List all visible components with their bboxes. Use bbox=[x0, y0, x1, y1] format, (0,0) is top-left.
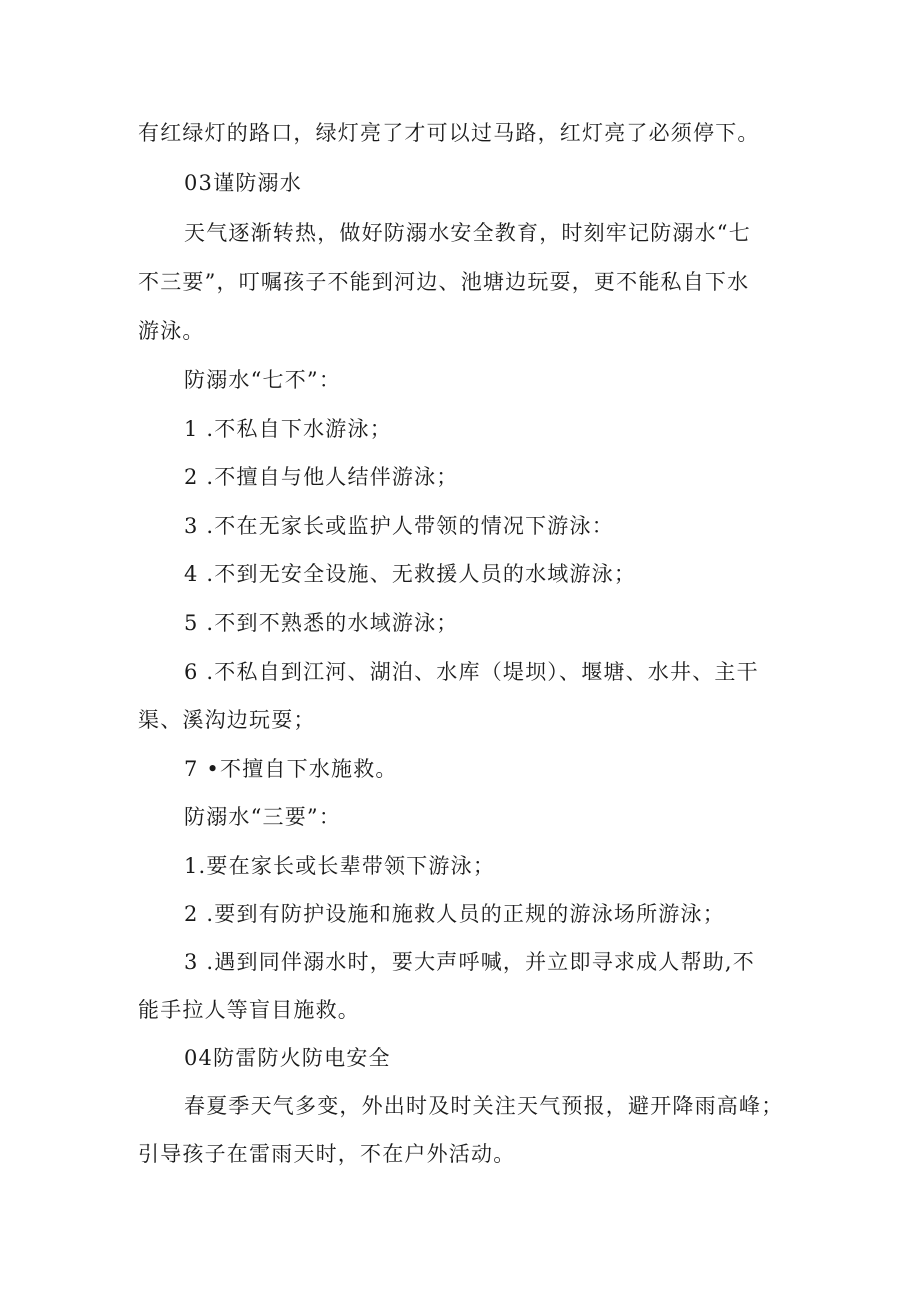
list-item: 6 .不私自到江河、湖泊、水库（堤坝）、堰塘、水井、主干 bbox=[184, 660, 759, 684]
paragraph-line: 春夏季天气多变，外出时及时关注天气预报，避开降雨高峰； bbox=[184, 1094, 784, 1118]
list-item-continuation: 渠、溪沟边玩耍； bbox=[138, 708, 316, 732]
list-item: 2 .不擅自与他人结伴游泳； bbox=[184, 465, 459, 489]
section-heading-drowning: 03谨防溺水 bbox=[184, 171, 302, 195]
list-heading-three-musts: 防溺水“三要”： bbox=[184, 805, 342, 829]
list-item: 4 .不到无安全设施、无救援人员的水域游泳； bbox=[184, 562, 637, 586]
list-heading-seven-nots: 防溺水“七不”： bbox=[184, 368, 342, 392]
paragraph-line: 不三要”，叮嘱孩子不能到河边、池塘边玩耍，更不能私自下水 bbox=[138, 270, 750, 294]
list-item: 3 .不在无家长或监护人带领的情况下游泳： bbox=[184, 514, 614, 538]
list-item: 1.要在家长或长辈带领下游泳； bbox=[184, 854, 496, 878]
section-heading-lightning-fire-electric: 04防雷防火防电安全 bbox=[184, 1046, 391, 1070]
paragraph-line: 游泳。 bbox=[138, 319, 205, 343]
list-item: 3 .遇到同伴溺水时，要大声呼喊，并立即寻求成人帮助,不 bbox=[184, 950, 755, 974]
list-item-continuation: 能手拉人等盲目施救。 bbox=[138, 998, 360, 1022]
list-item: 7 •不擅自下水施救。 bbox=[184, 757, 398, 781]
list-item: 1 .不私自下水游泳； bbox=[184, 417, 392, 441]
paragraph-line: 天气逐渐转热，做好防溺水安全教育，时刻牢记防溺水“七 bbox=[184, 221, 751, 245]
list-item: 5 .不到不熟悉的水域游泳； bbox=[184, 611, 459, 635]
list-item: 2 .要到有防护设施和施救人员的正规的游泳场所游泳； bbox=[184, 902, 725, 926]
paragraph-line: 引导孩子在雷雨天时，不在户外活动。 bbox=[138, 1142, 516, 1166]
paragraph-line: 有红绿灯的路口，绿灯亮了才可以过马路，红灯亮了必须停下。 bbox=[138, 121, 760, 145]
